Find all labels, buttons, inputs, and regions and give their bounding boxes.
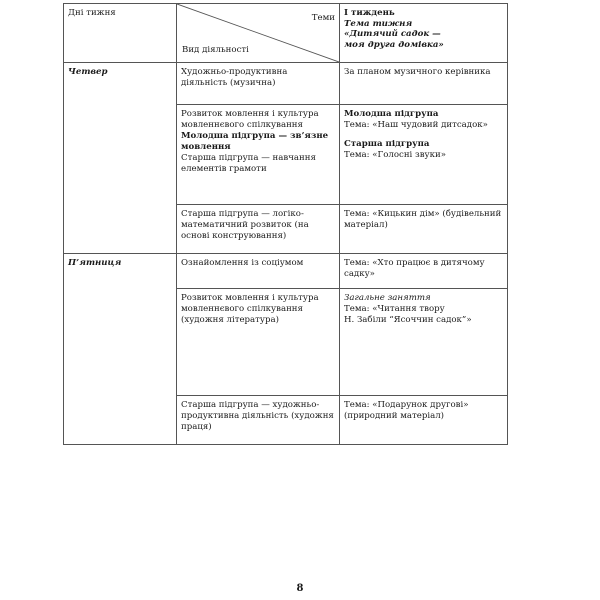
header-diagonal-cell — [177, 4, 340, 63]
header-days: Дні тижня — [64, 4, 177, 63]
weekly-schedule-table — [63, 3, 508, 445]
header-activity: Вид діяльності — [182, 45, 249, 55]
activity-cell: Художньо-продуктивна діяльність (музична) — [177, 63, 340, 105]
theme-line: Загальне заняття — [344, 293, 431, 303]
day-friday: П’ятниця — [68, 258, 122, 268]
activity-line: Молодша підгрупа — зв’язне мовлення — [181, 131, 329, 152]
activity-line: Розвиток мовлення і культура мовленнєвого спілкування — [181, 109, 319, 130]
theme-line: Молодша підгрупа — [344, 109, 439, 119]
activity-cell: Розвиток мовлення і культура мовленнєвого спілкування (художня література) — [177, 289, 340, 396]
theme-line: Тема: «Читання твору — [344, 304, 445, 314]
header-themes: Теми — [311, 13, 335, 23]
theme-cell — [340, 105, 508, 205]
week-theme-line2: моя друга домівка» — [344, 39, 444, 50]
week-theme-label: Тема тижня — [344, 18, 413, 29]
week-theme-line1: «Дитячий садок — — [344, 29, 441, 39]
header-row — [64, 4, 508, 63]
activity-cell: Ознайомлення із соціумом — [177, 254, 340, 289]
theme-line: Тема: «Наш чудовий дитсадок» — [344, 120, 488, 130]
table-row — [64, 254, 508, 289]
theme-cell: За планом музичного керівника — [340, 63, 508, 105]
activity-cell: Старша підгрупа — художньо-продуктивна діяльність (художня праця) — [177, 396, 340, 445]
table-row — [64, 63, 508, 105]
theme-line: Н. Забіли “Ясоччин садок”» — [344, 315, 472, 325]
theme-cell: Тема: «Хто працює в дитячому садку» — [340, 254, 508, 289]
theme-cell: Тема: «Кицькин дім» (будівельний матеріал) — [340, 205, 508, 254]
day-cell-thursday — [64, 63, 177, 254]
activity-cell: Старша підгрупа — логіко-математичний розвиток (на основі конструювання) — [177, 205, 340, 254]
activity-line: Старша підгрупа — навчання елементів грамоти — [181, 153, 316, 174]
day-thursday: Четвер — [68, 67, 108, 77]
theme-cell — [340, 289, 508, 396]
theme-line: Старша підгрупа — [344, 139, 430, 149]
week-number: І тиждень — [344, 8, 395, 18]
activity-cell — [177, 105, 340, 205]
theme-cell: Тема: «Подарунок другові» (природний матеріал) — [340, 396, 508, 445]
header-week — [340, 4, 508, 63]
page-number: 8 — [296, 583, 304, 594]
day-cell-friday — [64, 254, 177, 445]
theme-line: Тема: «Голосні звуки» — [344, 150, 446, 160]
